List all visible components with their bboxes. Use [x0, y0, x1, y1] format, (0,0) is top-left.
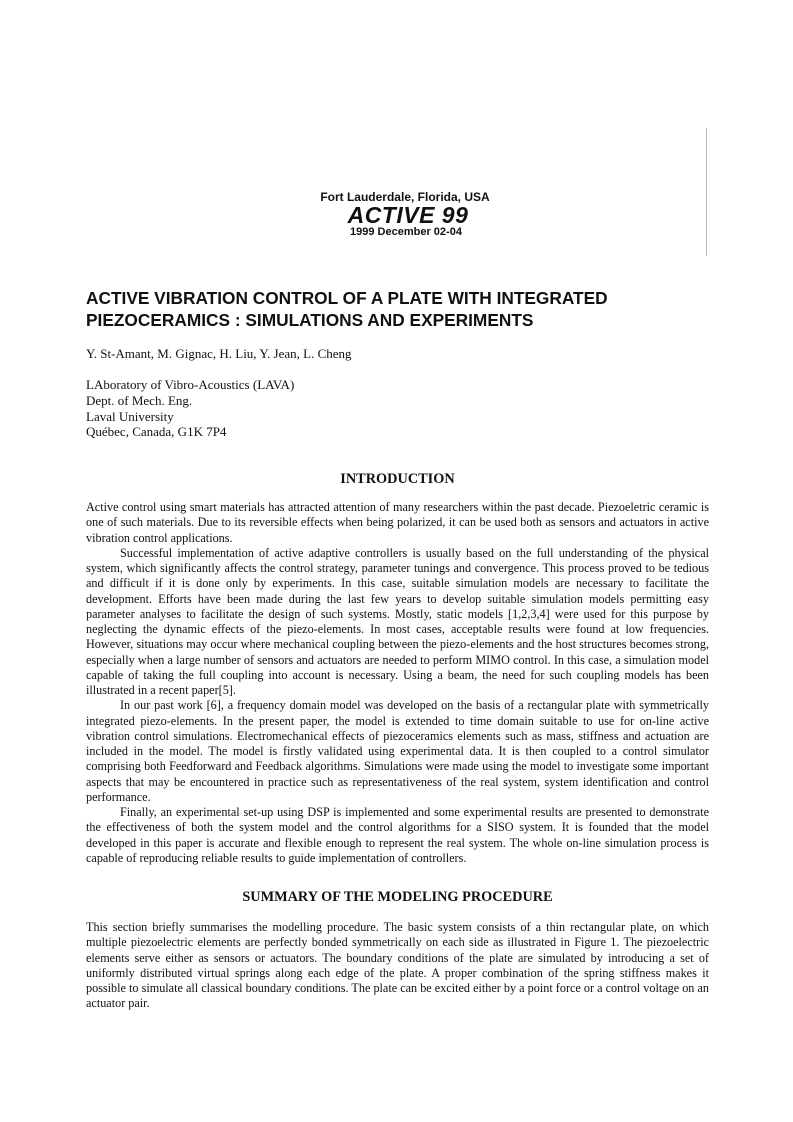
section-heading-modeling-procedure: SUMMARY OF THE MODELING PROCEDURE — [242, 889, 553, 905]
section-heading-introduction: INTRODUCTION — [340, 471, 455, 487]
affiliation-university: Laval University — [86, 408, 174, 424]
introduction-paragraph: Active control using smart materials has attracted attention of many researchers within the past decade. Piezoeletric ceramic is one of such materials. Due to its reversible effects when being polarized, it can be used both as sensors and actuators in active vibration control applications. — [86, 500, 709, 545]
paper-title-line-2: PIEZOCERAMICS : SIMULATIONS AND EXPERIMENTS — [86, 310, 534, 330]
conference-name: ACTIVE 99 — [347, 202, 469, 228]
affiliation-department: Dept. of Mech. Eng. — [86, 392, 193, 408]
affiliation-lab: LAboratory of Vibro-Acoustics (LAVA) — [86, 377, 295, 392]
conference-header — [290, 190, 520, 239]
paper-title-line-1: ACTIVE VIBRATION CONTROL OF A PLATE WITH INTEGRATED — [86, 288, 608, 308]
affiliation-address: Québec, Canada, G1K 7P4 — [86, 424, 227, 440]
modeling-procedure-paragraph: This section briefly summarises the modelling procedure. The basic system consists of a thin rectangular plate, on which multiple piezoelectric elements are perfectly bonded symmetrically on each side as illustrated in Figure 1. The piezoelectric elements serve either as sensors or actuators. The boundary conditions of the plate are simulated by introducing a set of uniformly distributed virtual springs along each edge of the plate. A proper combination of the spring stiffness makes it possible to simulate all classical boundary conditions. The plate can be excited either by a point force or a control voltage on an actuator pair. — [86, 920, 709, 1011]
author-list: Y. St-Amant, M. Gignac, H. Liu, Y. Jean, L. Cheng — [86, 346, 352, 361]
paper-title — [86, 287, 706, 331]
modeling-procedure-body — [86, 920, 709, 1012]
introduction-body — [86, 500, 709, 866]
affiliation — [86, 377, 486, 440]
margin-rule — [706, 128, 707, 256]
conference-dates: 1999 December 02-04 — [350, 226, 462, 238]
introduction-paragraph: Successful implementation of active adaptive controllers is usually based on the full understanding of the physical system, which significantly affects the control strategy, parameter tunings and convergence. This process proved to be tedious and difficult if it is done only by experiments. In this case, suitable simulation models are necessary to facilitate the development. Efforts have been made during the last few years to develop suitable simulation models permitting easy parameter analyses to facilitate the design of such systems. Mostly, static models [1,2,3,4] were used for this purpose by neglecting the dynamic effects of the piezo-elements. In most cases, acceptable results were found at low frequencies. However, situations may occur where mechanical coupling between the piezo-elements and the host structures becomes strong, especially when a large number of sensors and actuators are needed to perform MIMO control. In this case, a simulation model capable of taking the full coupling into account is necessary. Using a beam, the need for such coupling models has been illustrated in a recent paper[5]. — [86, 545, 709, 697]
conference-location: Fort Lauderdale, Florida, USA — [320, 190, 490, 204]
introduction-paragraph: In our past work [6], a frequency domain model was developed on the basis of a rectangular plate with symmetrically integrated piezo-elements. In the present paper, the model is extended to time domain suitable to use for on-line active vibration control simulations. Electromechanical effects of piezoceramics elements such as mass, stiffness and actuation are included in the model. The model is firstly validated using experimental data. It is then coupled to a control simulator comprising both Feedforward and Feedback algorithms. Simulations were made using the model to investigate some important aspects that may be encountered in practice such as representativeness of the real system, system identification and control performance. — [86, 698, 709, 804]
introduction-paragraph: Finally, an experimental set-up using DSP is implemented and some experimental results are presented to demonstrate the effectiveness of both the system model and the control algorithms for a SISO system. It is founded that the model developed in this paper is accurate and flexible enough to represent the real system. The whole on-line simulation process is capable of reproducing reliable results to guide implementation of controllers. — [86, 805, 709, 865]
